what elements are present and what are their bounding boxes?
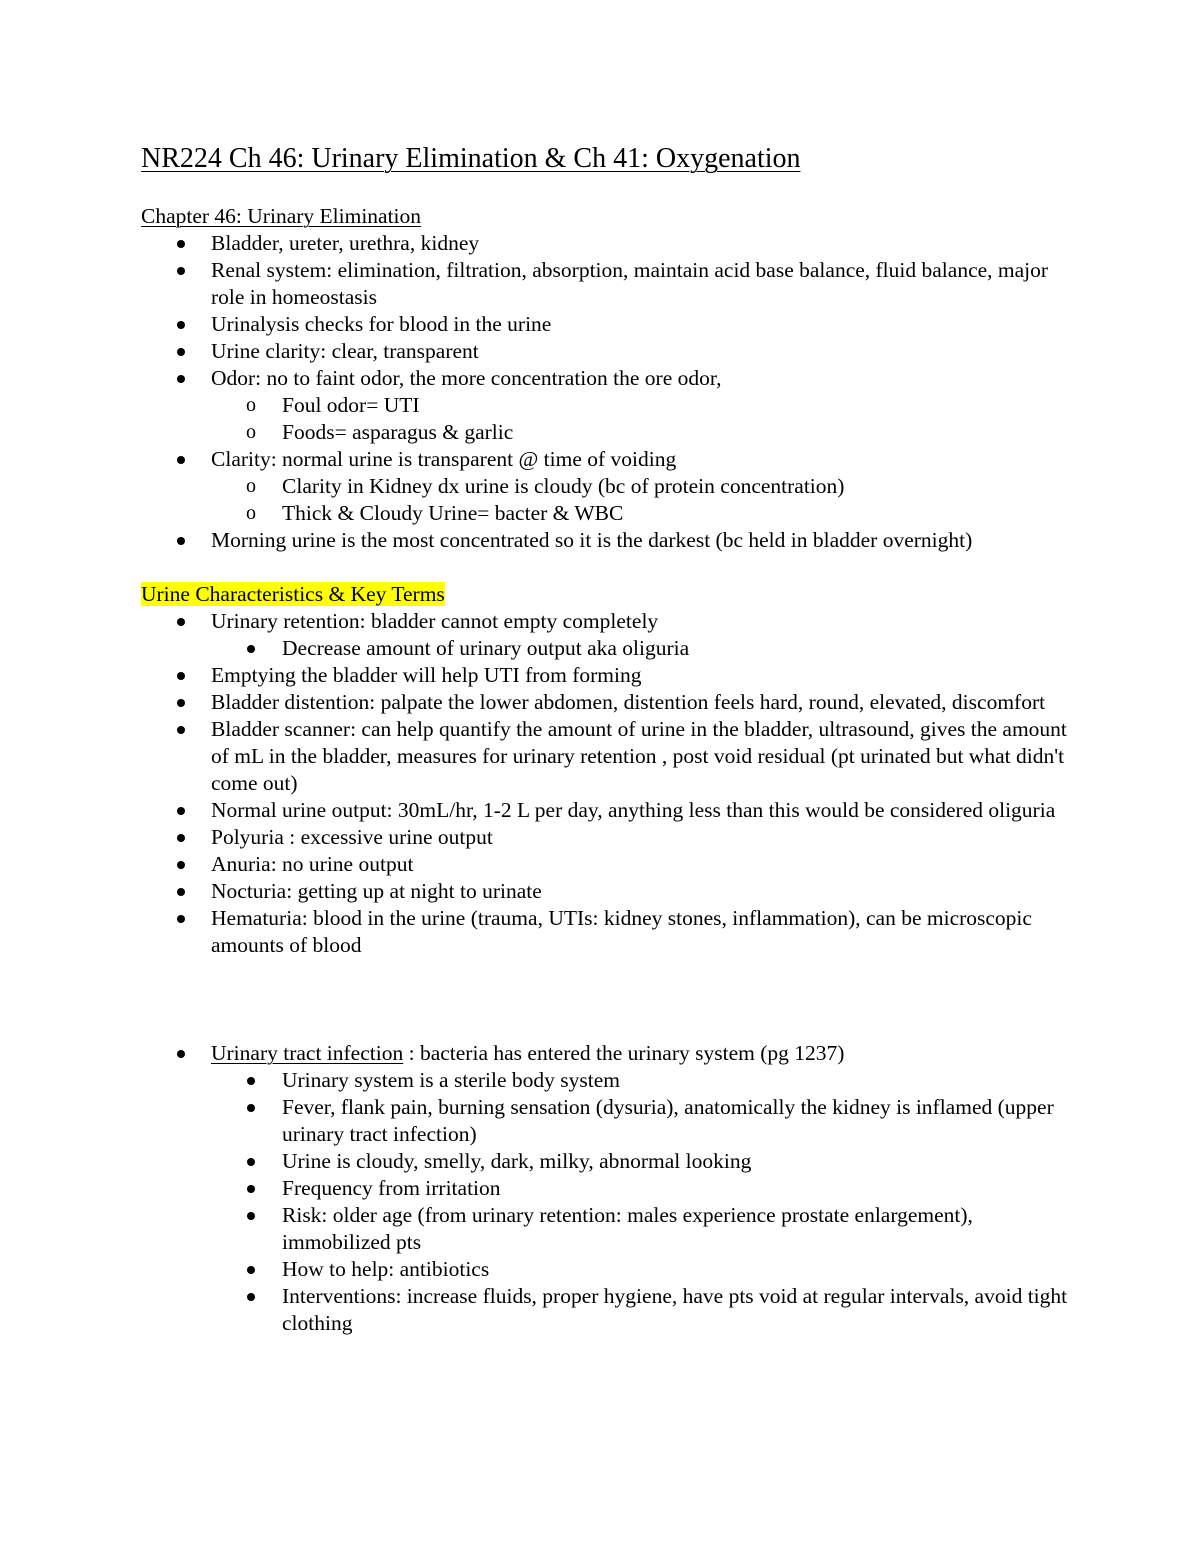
list-item [141,689,1071,716]
bullet-icon [175,662,187,689]
list-item [141,311,1071,338]
bullet-icon [245,1067,257,1094]
bullet-icon [175,446,187,473]
list-item-text: Morning urine is the most concentrated so it is the darkest (bc held in bladder overnight) [211,528,973,552]
list-item [141,851,1071,878]
list-item [141,365,1071,446]
list-item [141,797,1071,824]
sub-list-item [211,473,1071,500]
bullet-icon [175,257,187,284]
sub-list-item [211,392,1071,419]
sub-list-item [211,1067,1071,1094]
sub-list-item-text: Fever, flank pain, burning sensation (dysuria), anatomically the kidney is inflamed (upper urinary tract infection) [282,1095,1054,1146]
bullet-icon [245,1283,257,1310]
list-item [141,716,1071,797]
sub-list-item [211,635,1071,662]
sub-list-item-text: Interventions: increase fluids, proper hygiene, have pts void at regular intervals, avoid tight clothing [282,1284,1068,1335]
list-item-text: Emptying the bladder will help UTI from forming [211,663,642,687]
circle-bullet-icon: o [246,502,256,524]
blank-lines [141,959,1071,1040]
circle-bullet-icon: o [246,475,256,497]
sub-list [211,473,1071,527]
sub-list-item-text: Risk: older age (from urinary retention: males experience prostate enlargement), immobilized pts [282,1203,973,1254]
bullet-icon [175,230,187,257]
section-heading-text: Chapter 46: Urinary Elimination [141,204,422,228]
list-item-text: Urinary retention: bladder cannot empty completely [211,609,659,633]
uti-list [141,1040,1071,1337]
bullet-icon [175,797,187,824]
bullet-icon [245,1094,257,1121]
bullet-icon [175,338,187,365]
list-item-text: Normal urine output: 30mL/hr, 1-2 L per day, anything less than this would be considered oliguria [211,798,1056,822]
list-item [141,608,1071,662]
section-heading-chapter-46 [141,203,1071,230]
list-item-text: Clarity: normal urine is transparent @ time of voiding [211,447,677,471]
uti-term: Urinary tract infection [211,1041,404,1065]
sub-list-item [211,500,1071,527]
section-heading-text: Urine Characteristics & Key Terms [141,582,445,606]
list-item-text: Nocturia: getting up at night to urinate [211,879,542,903]
circle-bullet-icon: o [246,394,256,416]
bullet-icon [175,527,187,554]
list-item [141,878,1071,905]
list-item-text: Bladder, ureter, urethra, kidney [211,231,480,255]
sub-list-item-text: Frequency from irritation [282,1176,501,1200]
list-item [141,662,1071,689]
sub-list-item-text: Urine is cloudy, smelly, dark, milky, abnormal looking [282,1149,752,1173]
list-item [141,338,1071,365]
list-item-text: Hematuria: blood in the urine (trauma, UTIs: kidney stones, inflammation), can be microscopic amounts of blood [211,906,1032,957]
list-item [141,824,1071,851]
list-item-text: Bladder scanner: can help quantify the amount of urine in the bladder, ultrasound, gives the amount of mL in the bladder, measures for urinary retention , post void residual (pt urinated but what didn't come out) [211,717,1067,795]
list-item-text: Renal system: elimination, filtration, absorption, maintain acid base balance, fluid balance, major role in homeostasis [211,258,1049,309]
list-item [141,446,1071,527]
list-item-uti [141,1040,1071,1337]
sub-list-item [211,1094,1071,1148]
sub-list-item [211,1283,1071,1337]
bullet-icon [245,1148,257,1175]
bullet-icon [175,608,187,635]
chapter-46-list [141,230,1071,554]
sub-list [211,392,1071,446]
sub-list-item-text: Thick & Cloudy Urine= bacter & WBC [282,501,624,525]
document-body [141,203,1071,1337]
bullet-icon [175,824,187,851]
sub-list-item [211,1148,1071,1175]
sub-list [211,1067,1071,1337]
bullet-icon [245,1256,257,1283]
list-item-text: Urinalysis checks for blood in the urine [211,312,552,336]
sub-list-item-text: Clarity in Kidney dx urine is cloudy (bc of protein concentration) [282,474,845,498]
urine-characteristics-list [141,608,1071,959]
blank-line [141,554,1071,581]
list-item-text: Urine clarity: clear, transparent [211,339,479,363]
uti-definition: : bacteria has entered the urinary system (pg 1237) [403,1041,845,1065]
sub-list-item [211,1202,1071,1256]
list-item [141,527,1071,554]
sub-list-item-text: Foul odor= UTI [282,393,420,417]
sub-list-item-text: Foods= asparagus & garlic [282,420,514,444]
section-heading-urine-characteristics [141,581,1071,608]
sub-list [211,635,1071,662]
list-item [141,905,1071,959]
bullet-icon [175,851,187,878]
list-item [141,257,1071,311]
list-item-text: Bladder distention: palpate the lower abdomen, distention feels hard, round, elevated, discomfort [211,690,1046,714]
bullet-icon [175,689,187,716]
bullet-icon [175,905,187,932]
sub-list-item [211,1175,1071,1202]
bullet-icon [175,878,187,905]
bullet-icon [175,716,187,743]
sub-list-item-text: Urinary system is a sterile body system [282,1068,620,1092]
bullet-icon [175,1040,187,1067]
sub-list-item-text: Decrease amount of urinary output aka oliguria [282,636,690,660]
sub-list-item-text: How to help: antibiotics [282,1257,490,1281]
list-item-text: Anuria: no urine output [211,852,414,876]
circle-bullet-icon: o [246,421,256,443]
sub-list-item [211,419,1071,446]
bullet-icon [175,311,187,338]
bullet-icon [175,365,187,392]
sub-list-item [211,1256,1071,1283]
bullet-icon [245,635,257,662]
list-item [141,230,1071,257]
bullet-icon [245,1202,257,1229]
bullet-icon [245,1175,257,1202]
document-title: NR224 Ch 46: Urinary Elimination & Ch 41: Oxygenation [141,143,801,174]
list-item-text: Polyuria : excessive urine output [211,825,493,849]
list-item-text: Odor: no to faint odor, the more concentration the ore odor, [211,366,722,390]
